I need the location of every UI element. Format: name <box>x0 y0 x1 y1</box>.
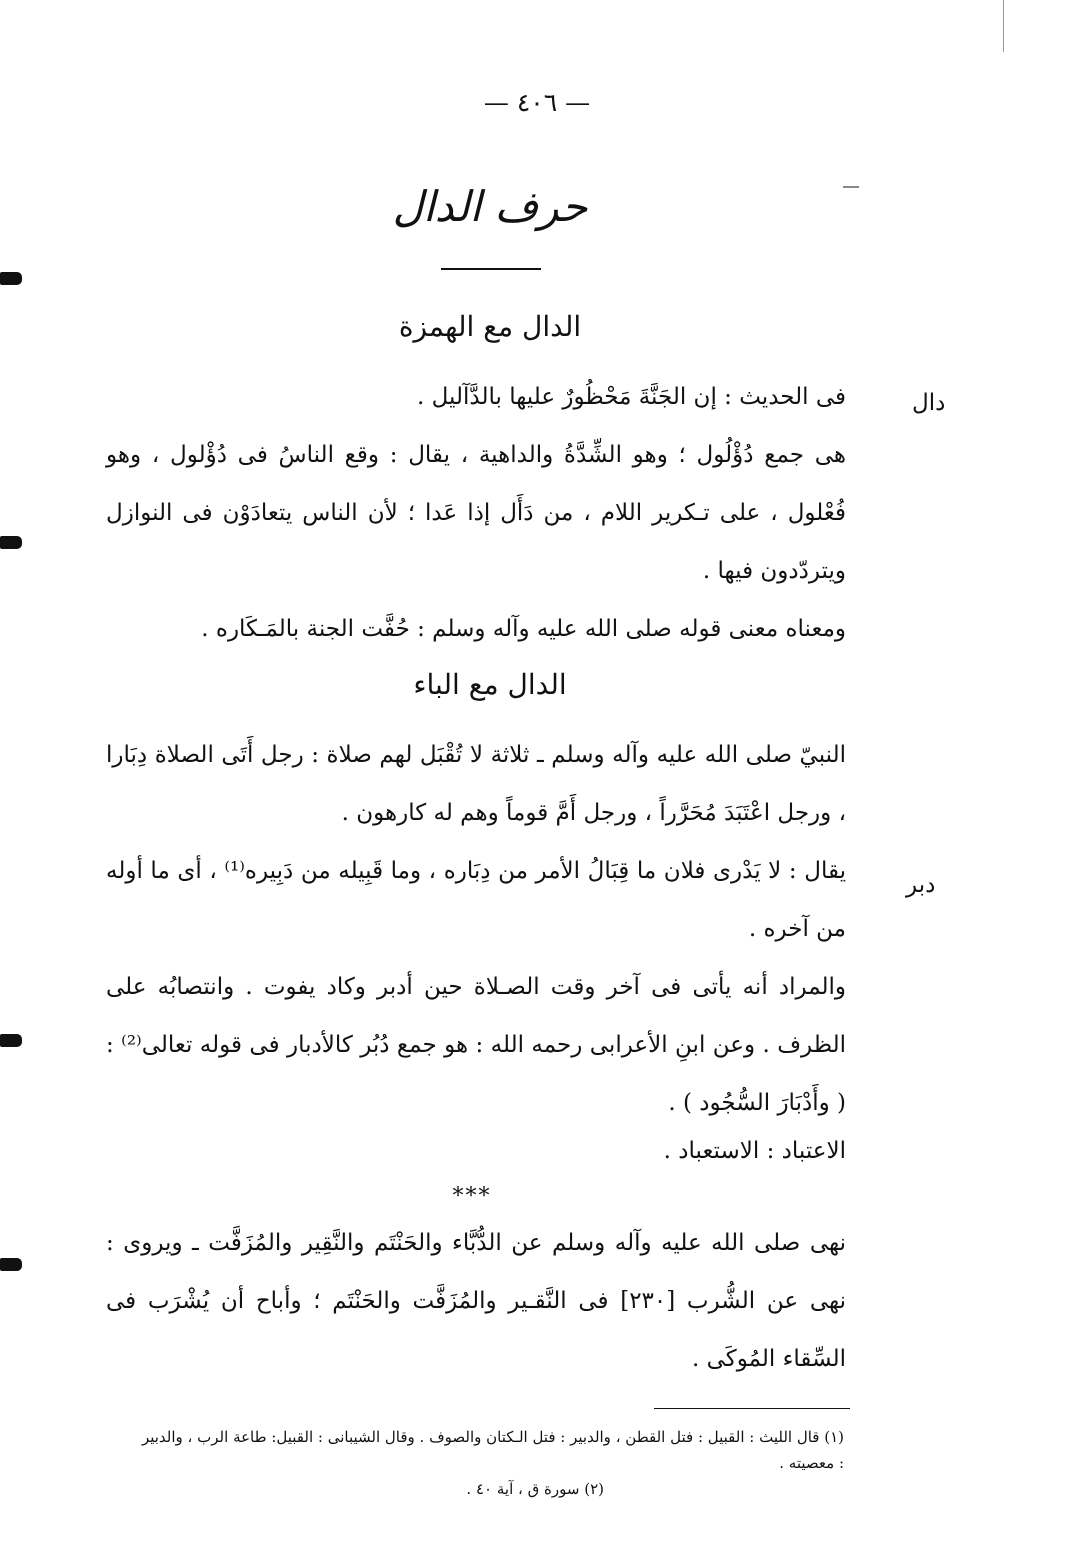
binding-mark <box>0 1034 22 1047</box>
binding-mark <box>0 1258 22 1271</box>
paragraph-explanation-1: هى جمع دُؤْلُول ؛ وهو الشِّدَّةُ والداهية ، يقال : وقع الناسُ فى دُؤْلول ، وهو فُعْلول ، على تـكرير اللام ، من دَأَل إذا عَدا ؛ لأن الناس يتعادَوْن فى النوازل ويتردّدون فيها . <box>106 442 847 584</box>
page-number: — ٤٠٦ — <box>483 88 591 117</box>
section-heading-hamza: الدال مع الهمزة <box>398 310 582 343</box>
binding-mark <box>0 272 22 285</box>
paragraph-hadith-1: فى الحديث : إن الجَنَّةَ مَحْظُورٌ عليها بالدَّآليل . <box>417 384 846 410</box>
paragraph-hadith-3: نهى صلى الله عليه وآله وسلم عن الدُّبَّاء والحَنْتَم والنَّقِير والمُزَفَّت ـ ويروى : نهى عن الشُّرب [٢٣٠] فى النَّقـير والمُزَفَّت والحَنْتَم ؛ وأباح أن يُشْرَب فى السِّقاء المُوكَى . <box>106 1230 846 1372</box>
margin-word-dabr: دبر <box>906 872 936 898</box>
paragraph-definition: الاعتباد : الاستعباد . <box>663 1138 846 1164</box>
margin-word-dal: دال <box>912 390 946 416</box>
chapter-title: حرف الدال <box>392 182 588 231</box>
binding-mark <box>0 536 22 549</box>
paragraph-meaning-1: ومعناه معنى قوله صلى الله عليه وآله وسلم : حُفَّت الجنة بالمَـكَاره . <box>201 616 846 642</box>
scan-edge-line <box>1003 0 1004 52</box>
title-rule <box>441 268 541 270</box>
paragraph-explanation-3: والمراد أنه يأتى فى آخر وقت الصـلاة حين أدبر وكاد يفوت . وانتصابُه على الظرف . وعن ابنِ الأعرابى رحمه الله : هو جمع دُبُر كالأدبار فى قوله تعالى⁽²⁾ : ( وأَدْبَارَ السُّجُود ) . <box>106 974 846 1116</box>
footnote-rule <box>654 1408 850 1409</box>
footnotes <box>134 1424 844 1502</box>
section-heading-ba: الدال مع الباء <box>413 668 567 701</box>
paragraph-explanation-2: يقال : لا يَدْرى فلان ما قِبَالُ الأمر من دِبَاره ، وما قَبِيله من دَبِيره⁽¹⁾ ، أى ما أوله من آخره . <box>106 858 846 942</box>
paragraph-hadith-2: النبيّ صلى الله عليه وآله وسلم ـ ثلاثة لا تُقْبَل لهم صلاة : رجل أَتَى الصلاة دِبَارا ، ورجل اعْتَبَدَ مُحَرَّراً ، ورجل أَمَّ قوماً وهم له كارهون . <box>106 742 846 826</box>
footnote-1: (١) قال الليث : القبيل : فتل القطن ، والدبير : فتل الـكتان والصوف . وقال الشيبانى : القبيل: طاعة الرب ، والدبير : معصيته . <box>141 1428 844 1472</box>
section-separator: *** <box>452 1184 492 1209</box>
footnote-2: (٢) سورة ق ، آية ٤٠ . <box>466 1480 604 1498</box>
